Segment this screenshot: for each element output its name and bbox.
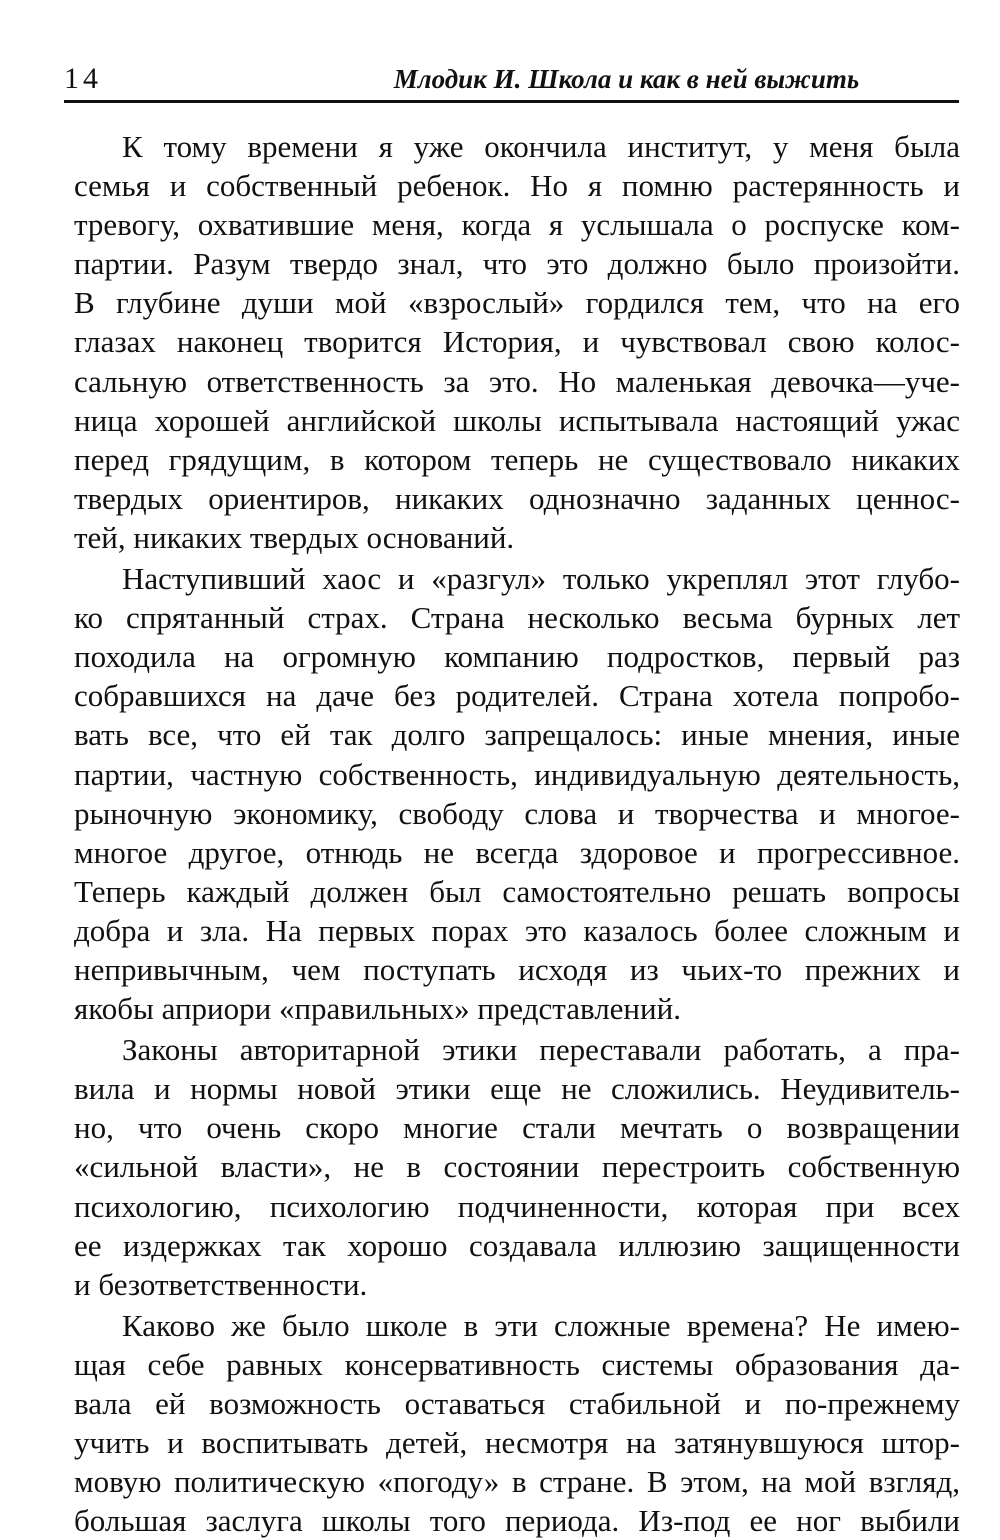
text-line: психологию, психологию подчиненности, которая при всех — [74, 1188, 960, 1224]
text-line: «сильной власти», не в состоянии перестроить собственную — [74, 1149, 960, 1185]
page-number: 14 — [64, 62, 102, 95]
text-line: добра и зла. На первых порах это казалось более сложным и — [74, 912, 960, 948]
text-line: В глубине души мой «взрослый» гордился тем, что на его — [74, 285, 960, 321]
text-line: но, что очень скоро многие стали мечтать о возвращении — [74, 1110, 960, 1146]
text-line: Наступивший хаос и «разгул» только укреплял этот глубо- — [122, 561, 960, 597]
paragraph — [74, 127, 960, 557]
text-line: непривычным, чем поступать исходя из чьих-то прежних и — [74, 951, 960, 987]
text-line: Законы авторитарной этики переставали работать, а пра- — [122, 1032, 960, 1068]
text-line: семья и собственный ребенок. Но я помню растерянность и — [74, 168, 960, 204]
text-line: партии. Разум твердо знал, что это должно было произойти. — [74, 246, 960, 282]
text-line: вила и нормы новой этики еще не сложились. Неудивитель- — [74, 1071, 960, 1107]
text-line: большая заслуга школы того периода. Из-под ее ног выбили — [74, 1503, 960, 1539]
text-line: твердых ориентиров, никаких однозначно заданных ценнос- — [74, 480, 960, 516]
paragraph — [74, 1030, 960, 1304]
text-line: вать все, что ей так долго запрещалось: иные мнения, иные — [74, 717, 960, 753]
text-line: щая себе равных консервативность системы образования да- — [74, 1346, 960, 1382]
text-line: вала ей возможность оставаться стабильной и по-прежнему — [74, 1386, 960, 1421]
text-line: ко спрятанный страх. Страна несколько весьма бурных лет — [74, 600, 960, 636]
text-line: ница хорошей английской школы испытывала настоящий ужас — [74, 402, 960, 438]
page-header — [64, 60, 957, 98]
text-line: Теперь каждый должен был самостоятельно решать вопросы — [74, 873, 960, 909]
header-rule — [64, 100, 959, 103]
paragraph — [74, 1306, 960, 1540]
text-line: рыночную экономику, свободу слова и творчества и многое- — [74, 795, 960, 831]
text-line: мовую политическую «погоду» в стране. В этом, на мой взгляд, — [74, 1464, 960, 1500]
text-line: якобы априори «правильных» представлений. — [74, 991, 681, 1027]
text-line: походила на огромную компанию подростков, первый раз — [74, 639, 960, 675]
text-line: сальную ответственность за это. Но маленькая девочка—уче- — [74, 363, 960, 399]
text-line: собравшихся на даче без родителей. Страна хотела попробо- — [74, 678, 960, 714]
text-line: партии, частную собственность, индивидуальную деятельность, — [74, 756, 960, 792]
text-line: и безответственности. — [74, 1266, 368, 1302]
text-line: Каково же было школе в эти сложные времена? Не имею- — [122, 1307, 960, 1343]
text-line: тревогу, охватившие меня, когда я услышала о роспуске ком- — [74, 207, 960, 243]
running-title: Млодик И. Школа и как в ней выжить — [393, 64, 860, 94]
text-line: ее издержках так хорошо создавала иллюзию защищенности — [74, 1227, 960, 1263]
text-line: перед грядущим, в котором теперь не существовало никаких — [74, 441, 960, 477]
paragraph — [74, 559, 960, 1028]
text-line: глазах наконец творится История, и чувствовал свою колос- — [74, 324, 960, 360]
text-line: учить и воспитывать детей, несмотря на затянувшуюся штор- — [74, 1425, 960, 1461]
body-text — [74, 127, 960, 1540]
text-line: многое другое, отнюдь не всегда здоровое и прогрессивное. — [74, 834, 960, 870]
text-line: тей, никаких твердых оснований. — [74, 519, 515, 555]
text-line: К тому времени я уже окончила институт, у меня была — [122, 129, 960, 164]
